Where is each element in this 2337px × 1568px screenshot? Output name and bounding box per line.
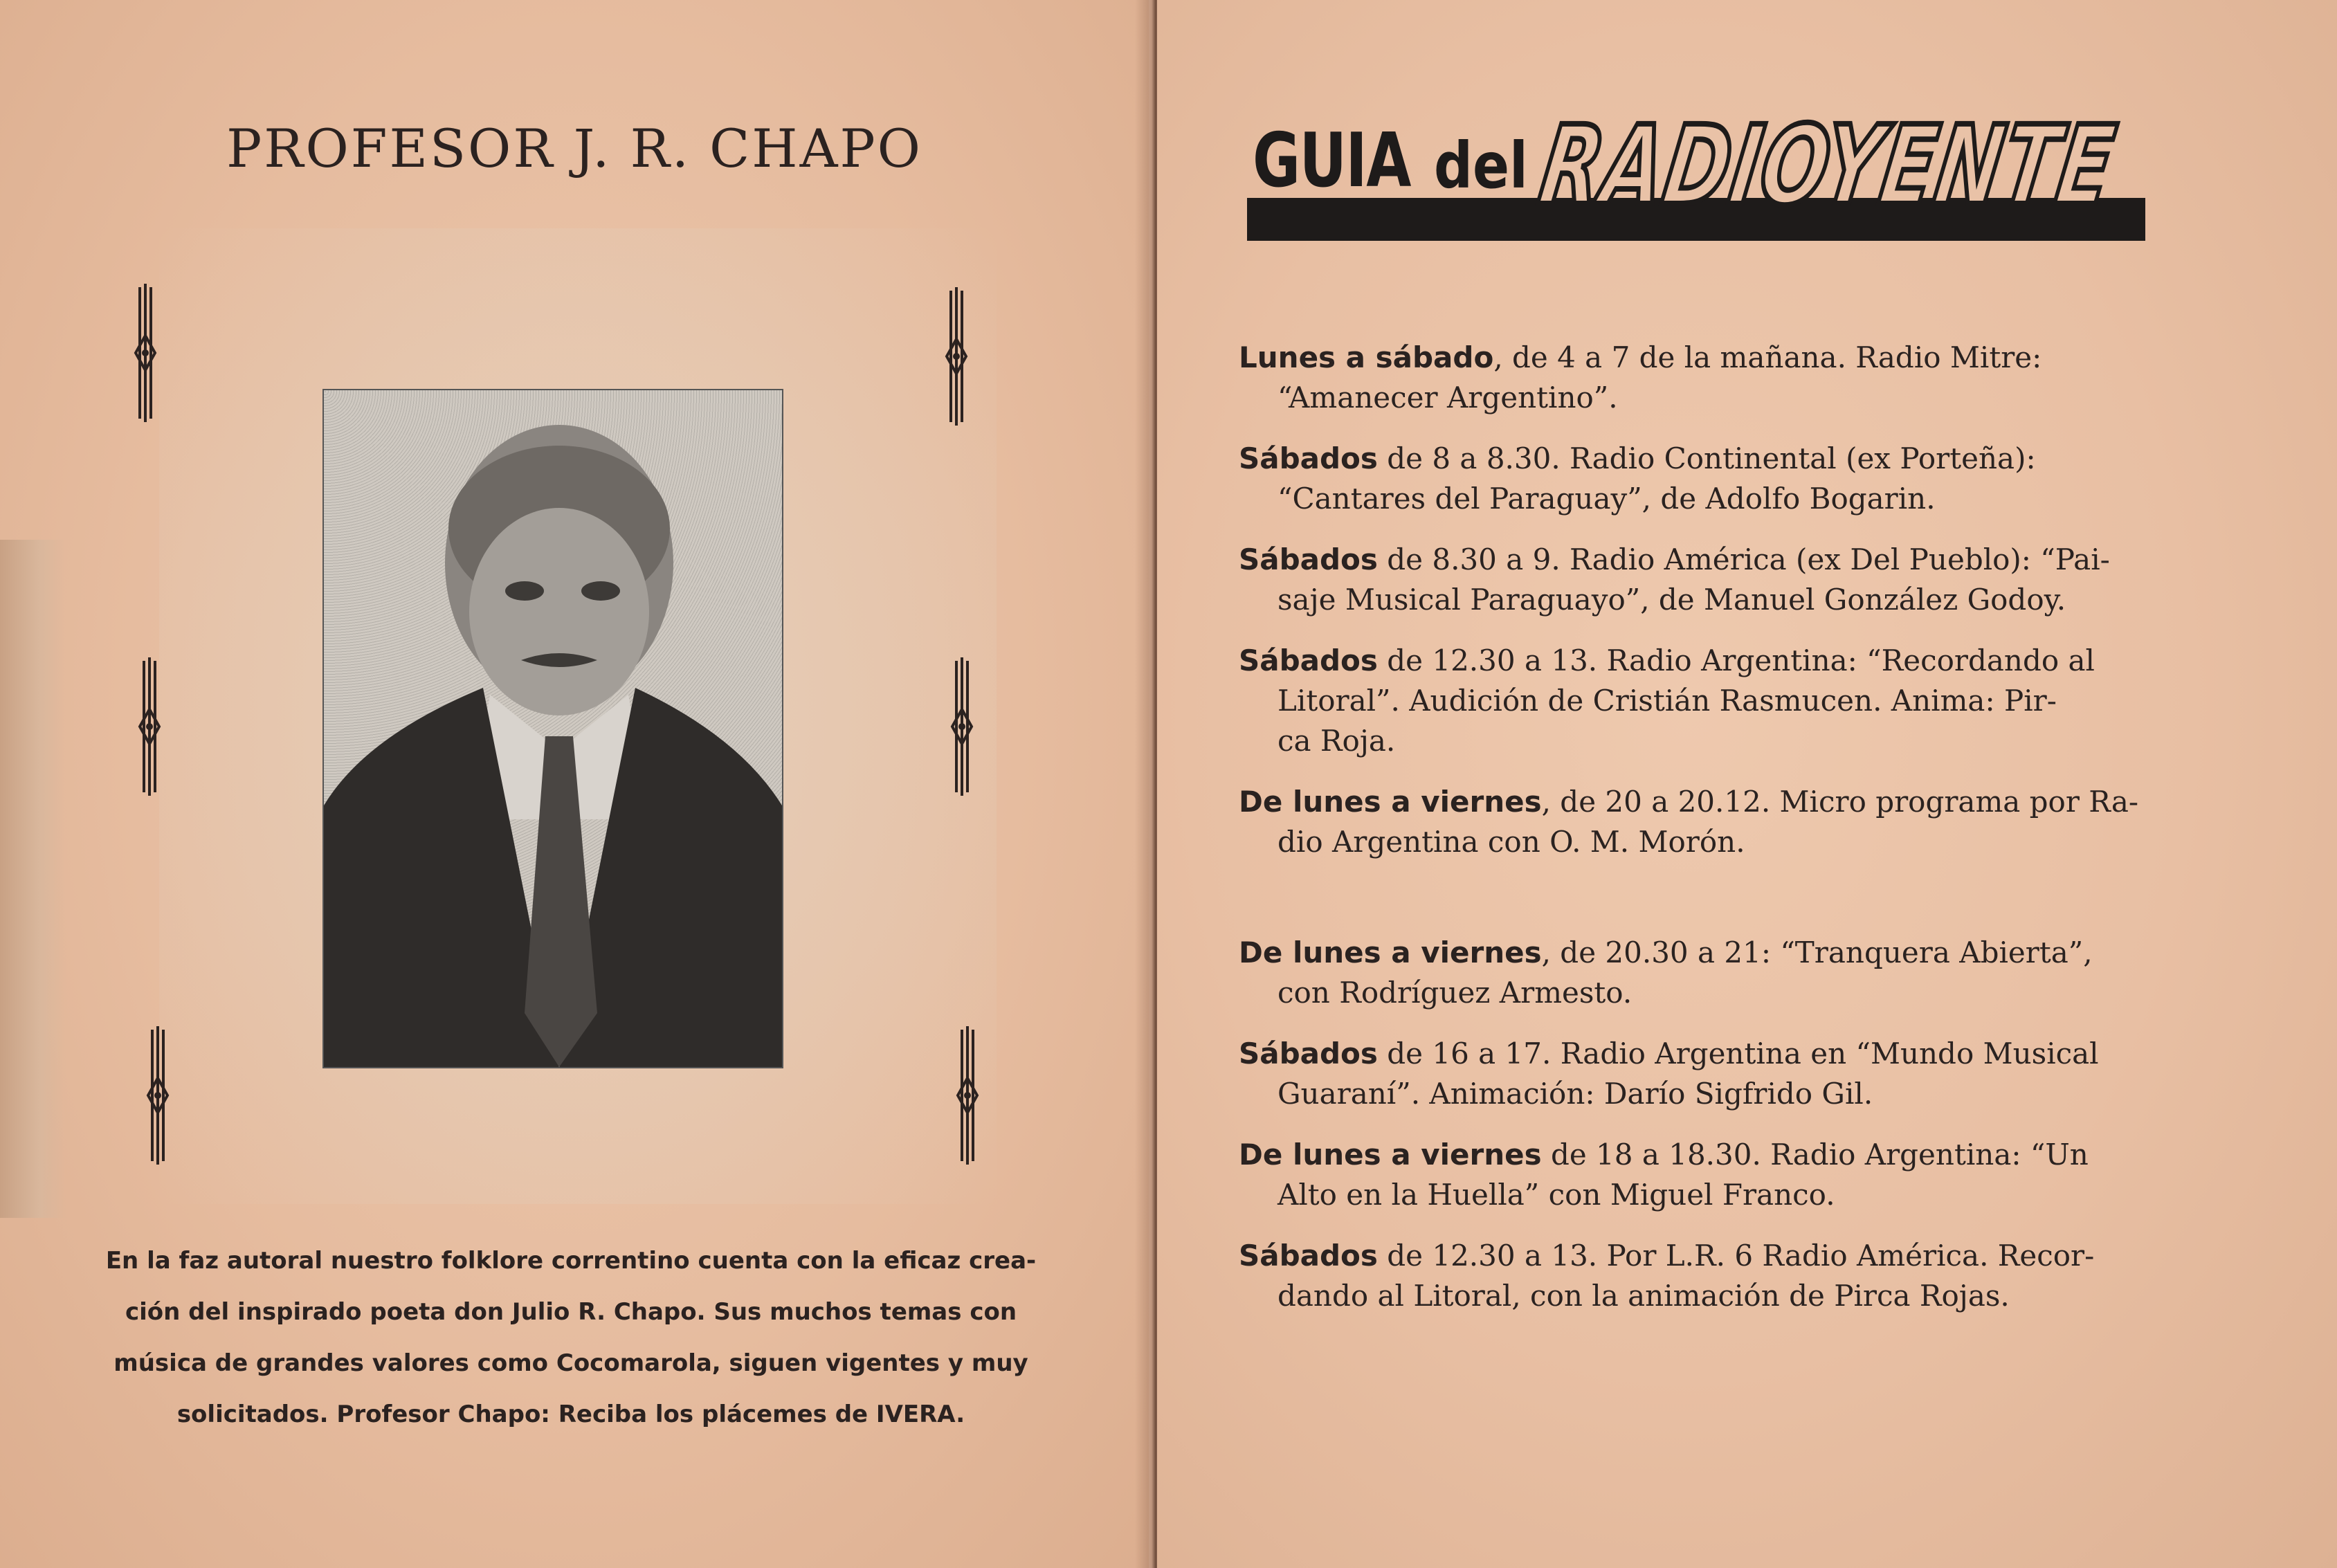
listing-day: Sábados [1239,441,1378,475]
listing-text: de 8 a 8.30. Radio Continental (ex Porteña): [1377,441,2036,475]
portrait-photo [322,389,783,1068]
listing-text: Alto en la Huella” con Miguel Franco. [1277,1178,1835,1212]
ornament-icon [943,284,970,429]
listing-text: de 16 a 17. Radio Argentina en “Mundo Musical [1377,1037,2099,1070]
portrait-figure-icon [324,390,782,1067]
listing-day: De lunes a viernes [1239,785,1542,819]
listing-entry [1239,338,2173,418]
listing-text: de 12.30 a 13. Radio Argentina: “Recordando al [1377,644,2095,677]
caption-line: música de grandes valores como Cocomarola, siguen vigentes y muy [113,1349,1028,1377]
radio-listings [1239,338,2173,1337]
masthead-guia: GUIA [1253,118,1410,204]
listing-day: Lunes a sábado [1239,340,1494,374]
listing-entry [1239,782,2173,862]
ornament-icon [131,280,159,426]
listing-day: Sábados [1239,644,1378,677]
listing-day: Sábados [1239,543,1378,576]
listing-spacer [1239,883,2173,933]
listing-text: con Rodríguez Armesto. [1277,976,1633,1010]
listing-text: ca Roja. [1277,724,1396,758]
listing-text: saje Musical Paraguayo”, de Manuel González Godoy. [1277,583,2066,617]
ornament-icon [948,654,976,799]
listing-text: de 12.30 a 13. Por L.R. 6 Radio América. Recor- [1377,1239,2095,1273]
listing-day: De lunes a viernes [1239,936,1542,969]
listing-text: , de 20 a 20.12. Micro programa por Ra- [1541,785,2139,819]
masthead-del: del [1434,129,1528,203]
masthead-radioyente [1532,102,2123,230]
listing-text: Litoral”. Audición de Cristián Rasmucen. Anima: Pir- [1277,684,2057,718]
listing-entry [1239,439,2173,519]
listing-entry [1239,1135,2173,1215]
page-title: PROFESOR J. R. CHAPO [226,118,922,179]
portrait-caption [97,1235,1045,1440]
listing-entry [1239,1034,2173,1114]
listing-text: “Cantares del Paraguay”, de Adolfo Bogarin. [1277,482,1936,516]
ornament-icon [144,1023,172,1168]
left-page [0,0,1149,1568]
listing-text: Guaraní”. Animación: Darío Sigfrido Gil. [1277,1077,1873,1111]
ornament-icon [136,654,163,799]
torn-page-edge [0,540,66,1218]
listing-text: dando al Litoral, con la animación de Pirca Rojas. [1277,1279,2010,1313]
listing-day: Sábados [1239,1037,1378,1070]
listing-text: de 18 a 18.30. Radio Argentina: “Un [1541,1138,2089,1172]
listing-entry [1239,540,2173,620]
ornament-icon [954,1023,981,1168]
listing-text: , de 20.30 a 21: “Tranquera Abierta”, [1541,936,2093,969]
listing-entry [1239,933,2173,1013]
masthead [1247,102,2145,253]
listing-text: dio Argentina con O. M. Morón. [1277,825,1745,859]
listing-text: , de 4 a 7 de la mañana. Radio Mitre: [1493,340,2042,374]
listing-entry [1239,1236,2173,1316]
masthead-radioyente-text: RADIOYENTE [1531,102,2123,230]
listing-day: Sábados [1239,1239,1378,1273]
listing-entry [1239,641,2173,761]
listing-text: “Amanecer Argentino”. [1277,381,1618,414]
listing-text: de 8.30 a 9. Radio América (ex Del Pueblo): “Pai- [1377,543,2110,576]
caption-line: ción del inspirado poeta don Julio R. Chapo. Sus muchos temas con [125,1298,1017,1326]
caption-line: En la faz autoral nuestro folklore correntino cuenta con la eficaz crea- [105,1247,1037,1275]
caption-line: solicitados. Profesor Chapo: Reciba los plácemes de IVERA. [176,1401,965,1428]
listing-day: De lunes a viernes [1239,1138,1542,1172]
